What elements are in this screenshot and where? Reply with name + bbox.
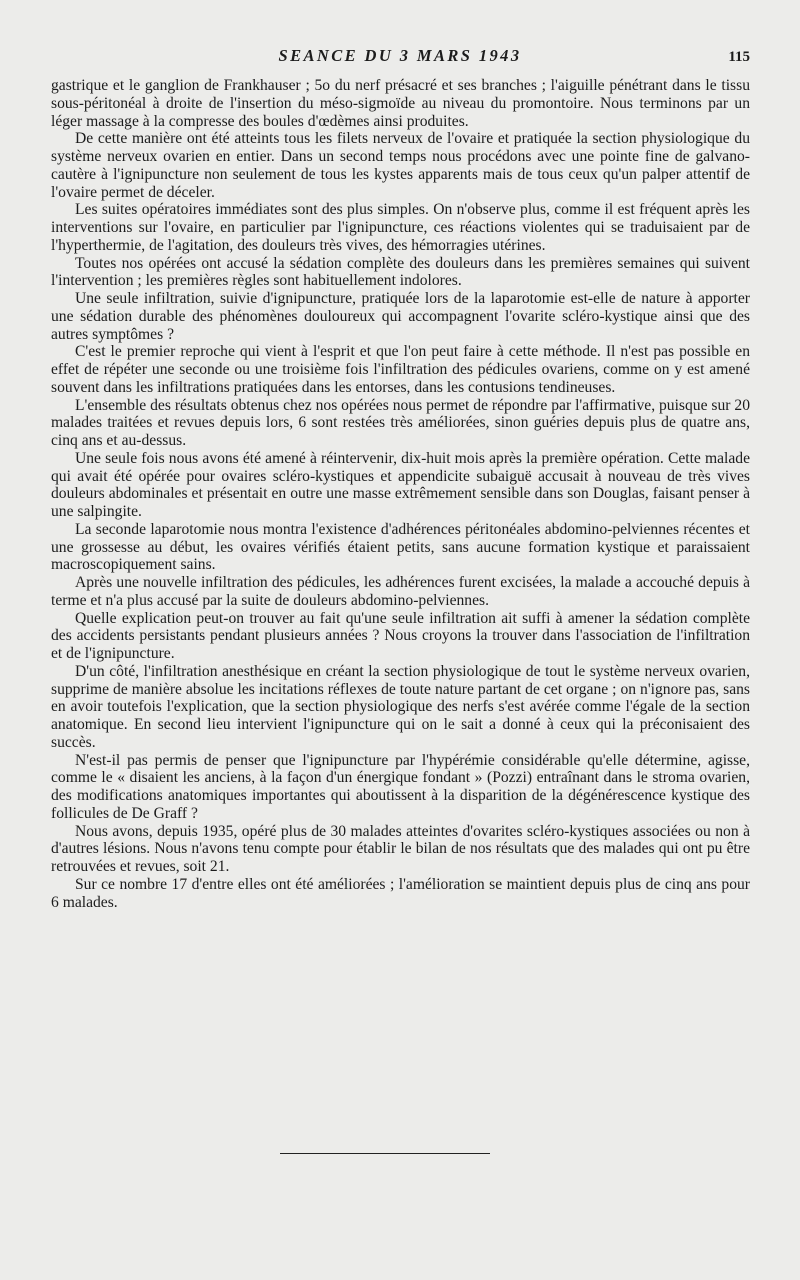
paragraph: Les suites opératoires immédiates sont des plus simples. On n'observe plus, comme il est fréquent après les interventions sur l'ovaire, en particulier par l'ignipuncture, ces réactions violentes qui se traduisaient par de l'hyperthermie, de l'agitation, des douleurs très vives, des hémorragies utérines. [51,201,750,254]
paragraph: Une seule fois nous avons été amené à réintervenir, dix-huit mois après la première opération. Cette malade qui avait été opérée pour ovaires scléro-kystiques et appendicite subaiguë accusait à nouveau de très vives douleurs abdominales et présentait en outre une masse extrêmement sensible dans son Douglas, faisant penser à une salpingite. [51,449,750,520]
running-header [0,46,800,68]
paragraph: L'ensemble des résultats obtenus chez nos opérées nous permet de répondre par l'affirmative, puisque sur 20 malades traitées et revues depuis lors, 6 sont restées très améliorées, sinon guéries depuis plus de quatre ans, cinq ans et au-dessus. [51,396,750,449]
paragraph: Toutes nos opérées ont accusé la sédation complète des douleurs dans les premières semaines qui suivent l'intervention ; les premières règles sont habituellement indolores. [51,254,750,290]
closing-rule [280,1153,490,1154]
page-number: 115 [728,49,750,65]
paragraph: Après une nouvelle infiltration des pédicules, les adhérences furent excisées, la malade a accouché depuis à terme et n'a plus accusé par la suite de douleurs abdomino-pelviennes. [51,574,750,609]
paragraph: D'un côté, l'infiltration anesthésique en créant la section physiologique de tout le système nerveux ovarien, supprime de manière absolue les incitations réflexes de toute nature partant de cet organe ; on n'ignore pas, sans en avoir toutefois l'explication, que la section physiologique des nerfs s'est avérée comme l'égale de la section anatomique. En second lieu intervient l'ignipuncture qui on le sait a donné à ceux qui la préconisaient des succès. [51,662,750,751]
paragraph: Une seule infiltration, suivie d'ignipuncture, pratiquée lors de la laparotomie est-elle de nature à apporter une sédation durable des phénomènes douloureux qui accompagnent l'ovarite scléro-kystique ainsi que des autres symptômes ? [51,290,750,343]
paragraph: N'est-il pas permis de penser que l'ignipuncture par l'hypérémie considérable qu'elle détermine, agisse, comme le « disaient les anciens, à la façon d'un énergique fondant » (Pozzi) entraînant dans le stroma ovarien, des modifications anatomiques importantes qui aboutissent à la disparition de la dégénérescence kystique des follicules de De Graff ? [51,751,750,822]
paragraph: gastrique et le ganglion de Frankhauser ; 5o du nerf présacré et ses branches ; l'aiguille pénétrant dans le tissu sous-péritonéal à droite de l'insertion du méso-sigmoïde au niveau du promontoire. Nous terminons par un léger massage à la compresse des boules d'œdèmes ainsi produites. [51,77,750,130]
paragraph: Nous avons, depuis 1935, opéré plus de 30 malades atteintes d'ovarites scléro-kystiques associées ou non à d'autres lésions. Nous n'avons tenu compte pour établir le bilan de nos résultats que des malades qui ont pu être retrouvées et revues, soit 21. [51,822,750,875]
paragraph: La seconde laparotomie nous montra l'existence d'adhérences péritonéales abdomino-pelviennes récentes et une grossesse au début, les ovaires vérifiés étaient petits, sans aucune formation kystique et paraissaient macroscopiquement sains. [51,520,750,574]
paragraph: Quelle explication peut-on trouver au fait qu'une seule infiltration ait suffi à amener la sédation complète des accidents persistants pendant plusieurs années ? Nous croyons la trouver dans l'association de l'infiltration et de l'ignipuncture. [51,609,750,662]
body-text [51,77,750,911]
paragraph: Sur ce nombre 17 d'entre elles ont été améliorées ; l'amélioration se maintient depuis plus de cinq ans pour 6 malades. [51,875,750,911]
paragraph: De cette manière ont été atteints tous les filets nerveux de l'ovaire et pratiquée la section physiologique du système nerveux ovarien en entier. Dans un second temps nous procédons avec une pointe fine de galvano-cautère à l'ignipuncture non seulement de tous les kystes apparents mais de tous ceux qu'un palper attentif de l'ovaire permet de déceler. [51,130,750,201]
paragraph: C'est le premier reproche qui vient à l'esprit et que l'on peut faire à cette méthode. Il n'est pas possible en effet de répéter une seconde ou une troisième fois l'infiltration des pédicules ovariens, comme on y est amené souvent dans les infiltrations pratiquées dans les entorses, dans les contusions tendineuses. [51,343,750,396]
running-title: SEANCE DU 3 MARS 1943 [278,46,522,65]
